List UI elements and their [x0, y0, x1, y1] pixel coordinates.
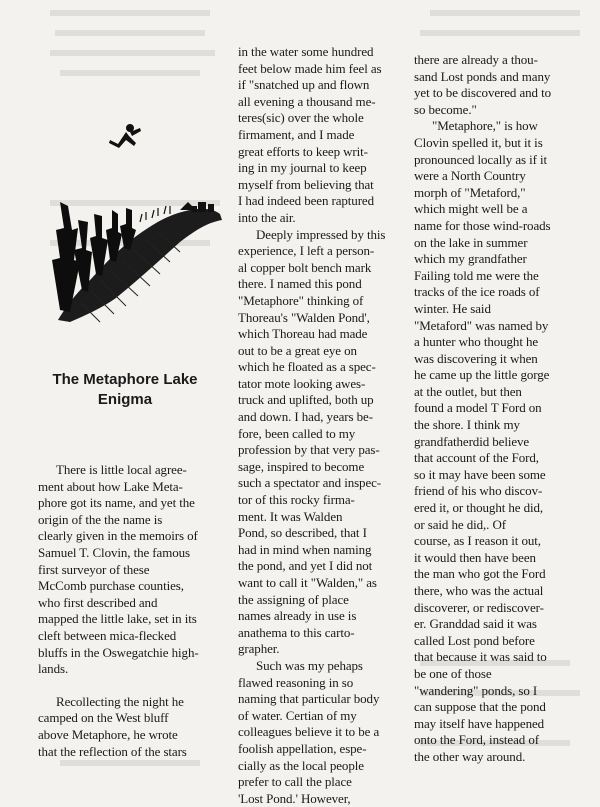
paragraph	[238, 658, 406, 807]
text-line: feet below made him feel as	[238, 60, 382, 76]
text-line: the shore. I think my	[414, 417, 520, 433]
paragraph	[414, 52, 580, 118]
text-line: bluffs in the Oswegatchie high-	[38, 644, 199, 660]
text-line: cleft between mica-flecked	[38, 627, 177, 643]
text-line: onto the Ford, instead of	[414, 732, 539, 748]
title-line-2: Enigma	[97, 391, 153, 408]
column-2	[238, 44, 406, 807]
text-line: mapped the little lake, set in its	[38, 611, 197, 627]
text-line: Such was my pehaps	[256, 657, 363, 673]
text-line: lands.	[38, 661, 69, 677]
text-line: camped on the West bluff	[38, 710, 169, 726]
text-line: morph of "Metaford,"	[414, 184, 526, 200]
text-line: Failing told me were the	[414, 267, 539, 283]
text-line: he came up the little gorge	[414, 367, 550, 383]
text-line: found a model T Ford on	[414, 400, 542, 416]
text-line: be one of those	[414, 665, 492, 681]
text-line: was discovering it when	[414, 350, 538, 366]
text-line: flawed reasoning in so	[238, 674, 354, 690]
cliff-jumper-illustration	[30, 110, 230, 330]
paragraph	[414, 118, 580, 765]
text-line: ment. It was Walden	[238, 508, 343, 524]
column-1	[38, 462, 226, 760]
text-line: Deeply impressed by this	[256, 226, 386, 242]
text-line: course, as I reason it out,	[414, 533, 541, 549]
text-line: which Thoreau had made	[238, 326, 368, 342]
text-line: there. I named this pond	[238, 276, 362, 292]
text-line: phore got its name, and yet the	[38, 495, 195, 511]
text-line: "Metaford" was named by	[414, 317, 549, 333]
text-line: There is little local agree-	[56, 462, 187, 477]
text-line: McComb purchase counties,	[38, 578, 184, 594]
text-line: firmament, and I made	[238, 126, 355, 142]
text-line: the other way around.	[414, 748, 526, 764]
text-line: above Metaphore, he wrote	[38, 726, 178, 742]
text-line: there are already a thou-	[414, 52, 538, 67]
text-line: which he floated as a spec-	[238, 359, 376, 375]
text-line: truck and uplifted, both up	[238, 392, 374, 408]
text-line: er. Granddad said it was	[414, 616, 537, 632]
text-line: into the air.	[238, 209, 296, 225]
column-3	[414, 52, 580, 766]
text-line: which my grandfather	[414, 251, 527, 267]
text-line: fore, been called to my	[238, 425, 356, 441]
text-line: if "snatched up and flown	[238, 77, 370, 93]
text-line: which might well be a	[414, 201, 528, 217]
text-line: so become."	[414, 101, 477, 117]
text-line: teres(sic) over the whole	[238, 110, 364, 126]
text-line: 'Lost Pond.' However,	[238, 790, 351, 806]
text-line: Clovin spelled it, but it is	[414, 134, 543, 150]
text-line: pronounced locally as if it	[414, 151, 548, 167]
text-line: grandfatherdid believe	[414, 433, 530, 449]
text-line: yet to be discovered and to	[414, 85, 552, 101]
paragraph	[238, 44, 406, 227]
paragraph	[238, 227, 406, 658]
text-line: names already in use is	[238, 608, 357, 624]
text-line: Recollecting the night he	[56, 693, 184, 709]
text-line: Thoreau's "Walden Pond',	[238, 309, 370, 325]
text-line: it would then have been	[414, 549, 536, 565]
title-line-1: The Metaphore Lake	[52, 371, 198, 388]
text-line: naming that particular body	[238, 691, 380, 707]
text-line: so it may have been some	[414, 466, 546, 482]
text-line: on the lake in summer	[414, 234, 528, 250]
text-line: tator mote looking awes-	[238, 375, 366, 391]
text-line: prefer to call the place	[238, 774, 352, 790]
text-line: friend of his who discov-	[414, 483, 543, 499]
flying-figure-icon	[109, 124, 141, 148]
text-line: first surveyor of these	[38, 561, 150, 577]
text-line: ered it, or thought he did,	[414, 500, 544, 516]
text-line: of water. Certian of my	[238, 707, 357, 723]
text-line: want to call it "Walden," as	[238, 575, 377, 590]
paragraph	[38, 462, 226, 678]
text-line: "Metaphore," is how	[432, 118, 538, 134]
text-line: anathema to this carto-	[238, 624, 355, 640]
text-line: at the outlet, but then	[414, 383, 522, 399]
text-line: al copper bolt bench mark	[238, 259, 372, 275]
text-line: I had indeed been raptured	[238, 193, 375, 209]
text-line: myself from believing that	[238, 176, 374, 192]
text-line: name for those wind-roads	[414, 217, 551, 233]
text-line: experience, I left a person-	[238, 243, 375, 259]
text-line: cially as the local people	[238, 757, 364, 773]
text-line: in the water some hundred	[238, 44, 374, 59]
text-line: that the reflection of the stars	[38, 743, 187, 759]
text-line: grapher.	[238, 641, 280, 657]
text-line: great efforts to keep writ-	[238, 143, 368, 159]
text-line: and down. I had, years be-	[238, 409, 373, 425]
text-line: can suppose that the pond	[414, 699, 546, 715]
text-line: tor of this rocky firma-	[238, 492, 355, 508]
text-line: who first described and	[38, 594, 158, 610]
text-line: were a North Country	[414, 168, 526, 184]
text-line: "Metaphore" thinking of	[238, 292, 364, 308]
text-line: sand Lost ponds and many	[414, 68, 551, 84]
text-line: sage, inspired to become	[238, 458, 365, 474]
text-line: tracks of the ice roads of	[414, 284, 540, 300]
text-line: out to be a great eye on	[238, 342, 357, 358]
text-line: may itself have happened	[414, 715, 545, 731]
text-line: profession by that very pas-	[238, 442, 380, 458]
text-line: discoverer, or rediscover-	[414, 599, 544, 615]
text-line: the man who got the Ford	[414, 566, 546, 582]
text-line: that account of the Ford,	[414, 450, 539, 466]
text-line: all evening a thousand me-	[238, 93, 376, 109]
text-line: foolish appellation, espe-	[238, 740, 367, 756]
text-line: such a spectator and inspec-	[238, 475, 382, 491]
text-line: the assigning of place	[238, 591, 349, 607]
text-line: there, who was the actual	[414, 583, 544, 598]
text-line: ing in my journal to keep	[238, 160, 367, 176]
text-line: clearly given in the memoirs of	[38, 528, 198, 544]
text-line: ment about how Lake Meta-	[38, 478, 183, 494]
text-line: that because it was said to	[414, 649, 547, 665]
text-line: colleagues believe it to be a	[238, 724, 380, 740]
text-line: had in mind when naming	[238, 541, 372, 557]
text-line: Pond, so described, that I	[238, 525, 367, 541]
text-line: origin of the the name is	[38, 511, 163, 527]
text-line: called Lost pond before	[414, 632, 535, 648]
text-line: Samuel T. Clovin, the famous	[38, 544, 190, 560]
text-line: "wandering" ponds, so I	[414, 682, 538, 698]
text-line: the pond, and yet I did not	[238, 558, 373, 574]
article-title	[20, 370, 230, 410]
paragraph	[38, 694, 226, 760]
text-line: winter. He said	[414, 300, 491, 316]
text-line: a hunter who thought he	[414, 334, 539, 350]
text-line: or said he did,. Of	[414, 516, 506, 532]
